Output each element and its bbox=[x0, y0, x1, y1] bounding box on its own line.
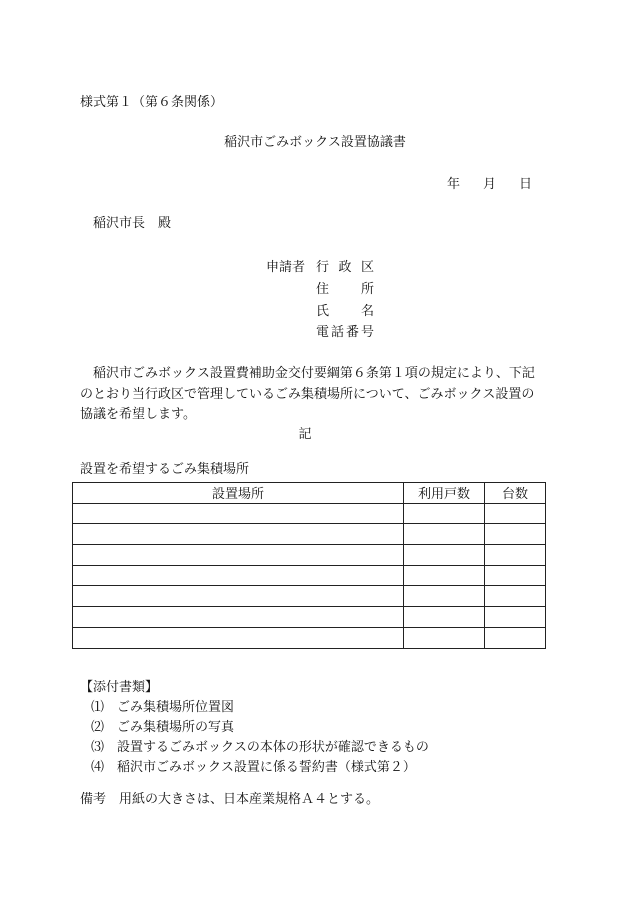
table-row bbox=[73, 607, 546, 628]
cell-count[interactable] bbox=[485, 586, 546, 607]
cell-households[interactable] bbox=[404, 524, 485, 545]
remarks-label: 備考 bbox=[80, 792, 107, 807]
field-name: 氏名 bbox=[316, 304, 374, 319]
date-year: 年 bbox=[447, 177, 461, 192]
cell-households[interactable] bbox=[404, 586, 485, 607]
table-row bbox=[73, 524, 546, 545]
date-month: 月 bbox=[483, 177, 497, 192]
cell-location[interactable] bbox=[73, 545, 404, 566]
attachment-item: ⑷ 稲沢市ごみボックス設置に係る誓約書（様式第２） bbox=[91, 760, 416, 775]
cell-count[interactable] bbox=[485, 607, 546, 628]
cell-count[interactable] bbox=[485, 524, 546, 545]
field-phone: 電話番号 bbox=[316, 325, 374, 340]
cell-households[interactable] bbox=[404, 607, 485, 628]
cell-location[interactable] bbox=[73, 503, 404, 524]
cell-count[interactable] bbox=[485, 503, 546, 524]
field-address: 住所 bbox=[316, 282, 374, 297]
header-location: 設置場所 bbox=[73, 483, 404, 504]
table-caption: 設置を希望するごみ集積場所 bbox=[80, 462, 250, 477]
cell-count[interactable] bbox=[485, 545, 546, 566]
cell-location[interactable] bbox=[73, 565, 404, 586]
table-row bbox=[73, 627, 546, 648]
table-row bbox=[73, 586, 546, 607]
field-ward: 行政区 bbox=[316, 260, 374, 275]
cell-count[interactable] bbox=[485, 565, 546, 586]
remarks-text: 用紙の大きさは、日本産業規格Ａ４とする。 bbox=[119, 792, 380, 807]
attachment-item: ⑵ ごみ集積場所の写真 bbox=[91, 720, 235, 735]
header-households: 利用戸数 bbox=[404, 483, 485, 504]
cell-households[interactable] bbox=[404, 503, 485, 524]
location-table bbox=[72, 482, 546, 649]
cell-households[interactable] bbox=[404, 565, 485, 586]
cell-location[interactable] bbox=[73, 627, 404, 648]
table-header-row bbox=[73, 483, 546, 504]
date-day: 日 bbox=[519, 177, 533, 192]
table-row bbox=[73, 565, 546, 586]
cell-households[interactable] bbox=[404, 627, 485, 648]
cell-location[interactable] bbox=[73, 524, 404, 545]
form-label: 様式第１（第６条関係） bbox=[80, 95, 224, 110]
cell-count[interactable] bbox=[485, 627, 546, 648]
table-row bbox=[73, 545, 546, 566]
body-line-2: のとおり当行政区で管理しているごみ集積場所について、ごみボックス設置の bbox=[80, 387, 535, 402]
cell-households[interactable] bbox=[404, 545, 485, 566]
remarks bbox=[80, 792, 379, 808]
addressee: 稲沢市長 殿 bbox=[93, 216, 172, 231]
applicant-label: 申請者 bbox=[266, 260, 306, 275]
date-line bbox=[447, 177, 532, 193]
table-row bbox=[73, 503, 546, 524]
attachment-item: ⑶ 設置するごみボックスの本体の形状が確認できるもの bbox=[91, 740, 429, 755]
attachments-heading: 【添付書類】 bbox=[80, 680, 159, 695]
ki-heading: 記 bbox=[298, 427, 312, 442]
attachment-item: ⑴ ごみ集積場所位置図 bbox=[91, 700, 235, 715]
body-line-1: 稲沢市ごみボックス設置費補助金交付要綱第６条第１項の規定により、下記 bbox=[80, 366, 535, 381]
body-line-3: 協議を希望します。 bbox=[80, 407, 196, 422]
cell-location[interactable] bbox=[73, 607, 404, 628]
document-title: 稲沢市ごみボックス設置協議書 bbox=[224, 135, 406, 150]
cell-location[interactable] bbox=[73, 586, 404, 607]
header-count: 台数 bbox=[485, 483, 546, 504]
